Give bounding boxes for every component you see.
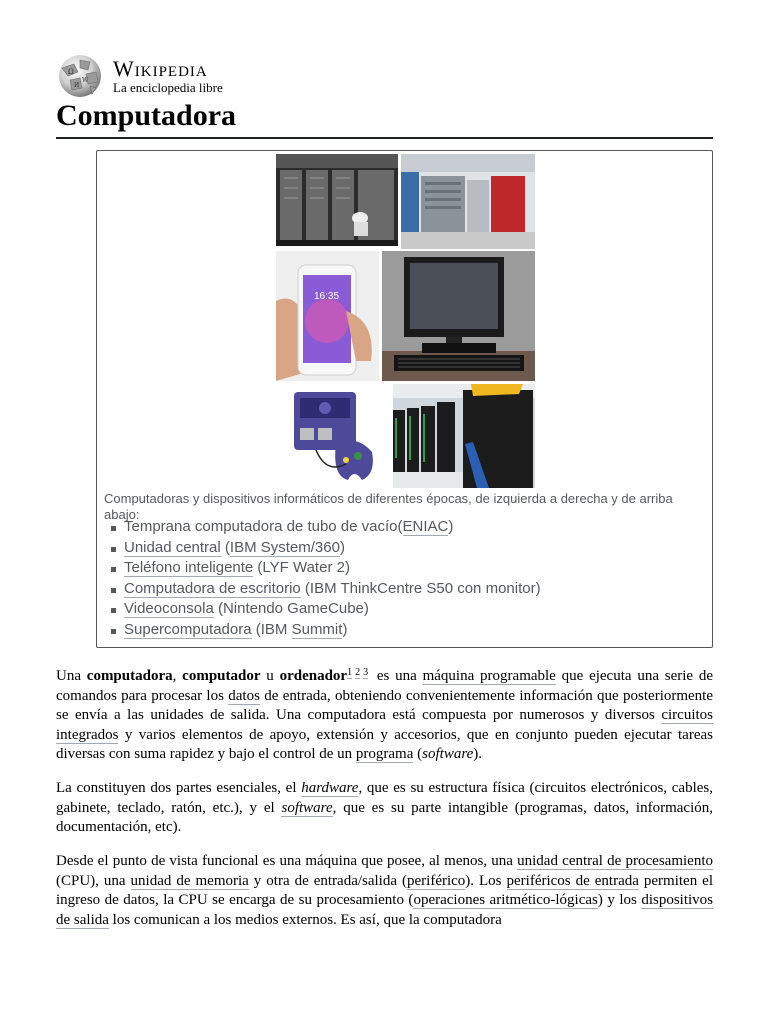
bold-term: computador	[182, 668, 261, 684]
list-item-rest: )	[342, 620, 348, 638]
maquina-programable-link[interactable]: máquina programable	[422, 668, 556, 684]
nintendo-gamecube-link[interactable]: Nintendo GameCube	[222, 600, 364, 618]
text-run: que ejecuta una serie de comandos para procesar los	[56, 668, 714, 704]
text-run: (	[413, 746, 423, 763]
eniac-photo[interactable]	[276, 154, 398, 246]
eniac-link[interactable]: ENIAC	[402, 518, 449, 535]
list-item-rest: (LYF Water 2)	[253, 559, 350, 577]
text-run: y varios elementos de apoyo, extensión y accesorios, que en conjunto pueden ejecutar tareas diversas con suma rapidez y bajo el control de un	[56, 726, 713, 763]
svg-text:16:35: 16:35	[314, 291, 340, 302]
supercomputer-image-icon	[393, 384, 535, 488]
photo-montage[interactable]	[276, 154, 535, 488]
unidad-central-link[interactable]: Unidad central	[124, 538, 221, 556]
text-run: y otra de entrada/salida (	[248, 872, 407, 889]
wikipedia-globe-icon	[56, 54, 104, 98]
desktop-computer-photo[interactable]	[382, 251, 535, 381]
list-item-rest: )	[363, 600, 369, 618]
list-item-mid: (IBM	[251, 620, 292, 638]
list-item-mid: (	[213, 600, 223, 618]
reference-link[interactable]: 1	[347, 667, 353, 678]
text-run: , que es su parte intangible (programas, datos, información, documentación, etc).	[56, 799, 713, 836]
reference-link[interactable]: 2	[355, 667, 361, 678]
text-run: Una	[56, 668, 87, 684]
supercomputer-photo[interactable]	[393, 384, 535, 488]
functional-paragraph	[56, 852, 713, 930]
text-run: (CPU), una	[56, 872, 131, 889]
reference-links	[347, 667, 371, 678]
supercomputadora-link[interactable]: Supercomputadora	[124, 620, 252, 638]
smartphone-image-icon	[276, 251, 379, 381]
infobox	[96, 150, 713, 648]
text-run: de entrada, obteniendo convenientemente información que posteriormente se envía a las unidades de salida. Una computadora está compuesta por numerosos y diversos	[56, 687, 714, 724]
mainframe-image-icon	[401, 154, 535, 249]
desktop-image-icon	[382, 251, 535, 381]
text-run: ).	[473, 746, 483, 763]
bold-term: computadora	[86, 668, 173, 684]
text-run: ). Los	[465, 872, 507, 889]
hardware-software-paragraph	[56, 779, 713, 838]
list-item	[109, 599, 541, 620]
unidad-de-memoria-link[interactable]: unidad de memoria	[130, 872, 249, 889]
list-item-mid: (	[220, 538, 230, 556]
intro-paragraph	[56, 667, 713, 765]
list-item	[109, 620, 541, 641]
svg-text:И: И	[74, 82, 80, 89]
text-run: ,	[172, 668, 183, 684]
wordmark: Wikipedia	[113, 55, 208, 81]
periferico-link[interactable]: periférico	[407, 872, 466, 889]
operaciones-aritmetico-logicas-link[interactable]: operaciones aritmético-lógicas	[413, 892, 598, 909]
circuitos-integrados-link[interactable]: circuitos integrados	[56, 707, 713, 743]
wikipedia-logo[interactable]	[56, 54, 223, 98]
programa-link[interactable]: programa	[355, 746, 414, 763]
text-run: los comunican a los medios externos. Es así, que la computadora	[108, 911, 502, 928]
svg-text:W: W	[82, 77, 89, 84]
hardware-link[interactable]: hardware	[301, 780, 359, 796]
computadora-de-escritorio-link[interactable]: Computadora de escritorio	[124, 579, 301, 597]
infobox-list	[109, 517, 541, 641]
text-run: es una	[371, 668, 423, 684]
dispositivos-de-salida-link[interactable]: dispositivos de salida	[56, 892, 714, 928]
text-run: La constituyen dos partes esenciales, el	[56, 780, 302, 796]
italic-term: software	[422, 746, 474, 763]
videoconsola-link[interactable]: Videoconsola	[124, 600, 214, 618]
svg-text:Ω: Ω	[68, 68, 74, 76]
title-divider	[56, 137, 713, 139]
eniac-image-icon	[276, 154, 398, 246]
summit-link[interactable]: Summit	[291, 620, 343, 638]
eniac-description-link[interactable]: Temprana computadora de tubo de vacío(	[124, 518, 403, 535]
ibm-system360-link[interactable]: IBM System/360	[229, 538, 340, 556]
unidad-central-de-procesamiento-link[interactable]: unidad central de procesamiento	[517, 853, 713, 869]
list-item	[109, 538, 541, 559]
list-item-rest: (IBM ThinkCentre S50 con monitor)	[300, 579, 541, 597]
tagline: La enciclopedia libre	[113, 79, 223, 95]
list-item	[109, 579, 541, 600]
text-run: ) y los	[597, 892, 642, 909]
text-run: Desde el punto de vista funcional es una máquina que posee, al menos, una	[56, 853, 518, 869]
text-run: u	[260, 668, 280, 684]
datos-link[interactable]: datos	[228, 687, 260, 704]
ibm-system360-photo[interactable]	[401, 154, 535, 249]
reference-link[interactable]: 3	[363, 667, 369, 678]
list-item	[109, 558, 541, 579]
list-item	[109, 517, 541, 538]
software-link[interactable]: software	[281, 799, 333, 816]
infobox-caption: Computadoras y dispositivos informáticos de diferentes épocas, de izquierda a derecha y de arriba abajo:	[104, 491, 673, 522]
smartphone-photo[interactable]	[276, 251, 379, 381]
text-run: permiten el ingreso de datos, la CPU se encarga de su procesamiento (	[56, 872, 714, 909]
list-item-rest: )	[339, 538, 345, 556]
game-console-image-icon	[276, 384, 390, 488]
telefono-inteligente-link[interactable]: Teléfono inteligente	[124, 559, 254, 577]
gamecube-photo[interactable]	[276, 384, 390, 488]
text-run: , que es su estructura física (circuitos electrónicos, cables, gabinete, teclado, ratón, etc.), y el	[56, 780, 713, 816]
page-title: Computadora	[56, 99, 237, 132]
bold-term: ordenador	[279, 668, 348, 684]
list-item-rest: )	[448, 518, 454, 535]
perifericos-de-entrada-link[interactable]: periféricos de entrada	[506, 872, 639, 889]
